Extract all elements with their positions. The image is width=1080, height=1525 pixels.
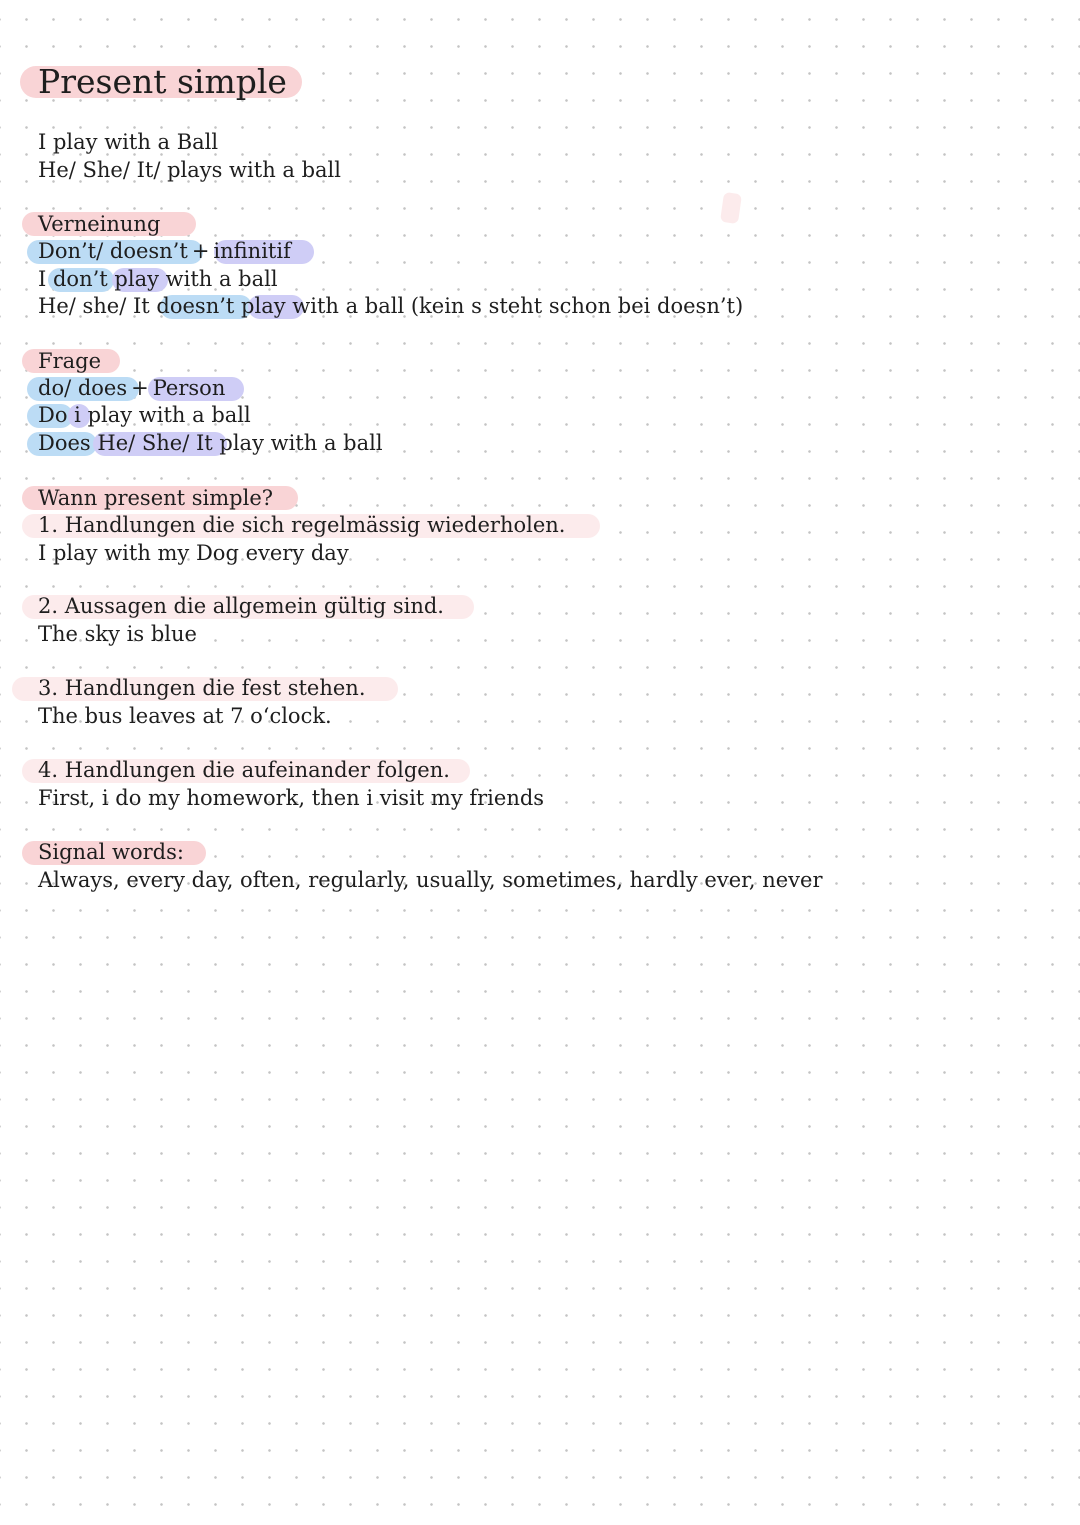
wann-rule-2: 2. Aussagen die allgemein gültig sind. [38,594,444,618]
frage-ex2-rest: play with a ball [219,431,383,455]
frage-ex2-person: He/ She/ It [97,431,213,455]
frage-example-2 [38,430,383,457]
plus-sign: + [131,376,149,400]
signal-words-list: Always, every day, often, regularly, usually, sometimes, hardly ever, never [38,868,823,892]
verneinung-example-2 [38,293,743,320]
frage-rule-part1: do/ does [38,376,128,400]
wann-rule-4: 4. Handlungen die aufeinander folgen. [38,758,450,782]
wann-example-2: The sky is blue [38,622,197,646]
verneinung-rule [38,238,291,265]
wann-example-3: The bus leaves at 7 o‘clock. [38,704,332,728]
verneinung-ex1-rest: with a ball [165,267,278,291]
frage-ex1-i: i [74,403,81,427]
wann-rule-3: 3. Handlungen die fest stehen. [38,676,366,700]
frage-heading: Frage [38,349,101,373]
frage-ex1-do: Do [38,403,68,427]
frage-rule [38,375,225,402]
verneinung-rule-part2: infinitif [213,239,291,263]
verneinung-ex1-dont: don’t [52,267,108,291]
verneinung-ex2-rest: with a ball (kein s steht schon bei doesn’t) [292,294,744,318]
wann-example-1: I play with my Dog every day [38,541,349,565]
frage-ex1-rest: play with a ball [87,403,251,427]
verneinung-ex2-doesnt: doesn’t [156,294,235,318]
frage-example-1 [38,402,251,429]
wann-heading: Wann present simple? [38,486,274,510]
frage-ex2-does: Does [38,431,91,455]
intro-line-1: I play with a Ball [38,130,219,154]
verneinung-heading: Verneinung [38,212,161,236]
stray-highlight-mark [720,192,742,224]
signal-heading: Signal words: [38,840,184,864]
verneinung-ex2-play: play [241,294,286,318]
plus-sign: + [191,239,210,263]
wann-rule-1: 1. Handlungen die sich regelmässig wiederholen. [38,513,566,537]
verneinung-ex1-subject: I [38,267,47,291]
verneinung-rule-part1: Don’t/ doesn’t [38,239,188,263]
verneinung-example-1 [38,266,278,293]
frage-rule-part2: Person [152,376,226,400]
intro-line-2: He/ She/ It/ plays with a ball [38,158,341,182]
verneinung-ex2-subject: He/ she/ It [38,294,150,318]
page-title: Present simple [38,62,287,101]
wann-example-4: First, i do my homework, then i visit my friends [38,786,545,810]
verneinung-ex1-play: play [114,267,159,291]
